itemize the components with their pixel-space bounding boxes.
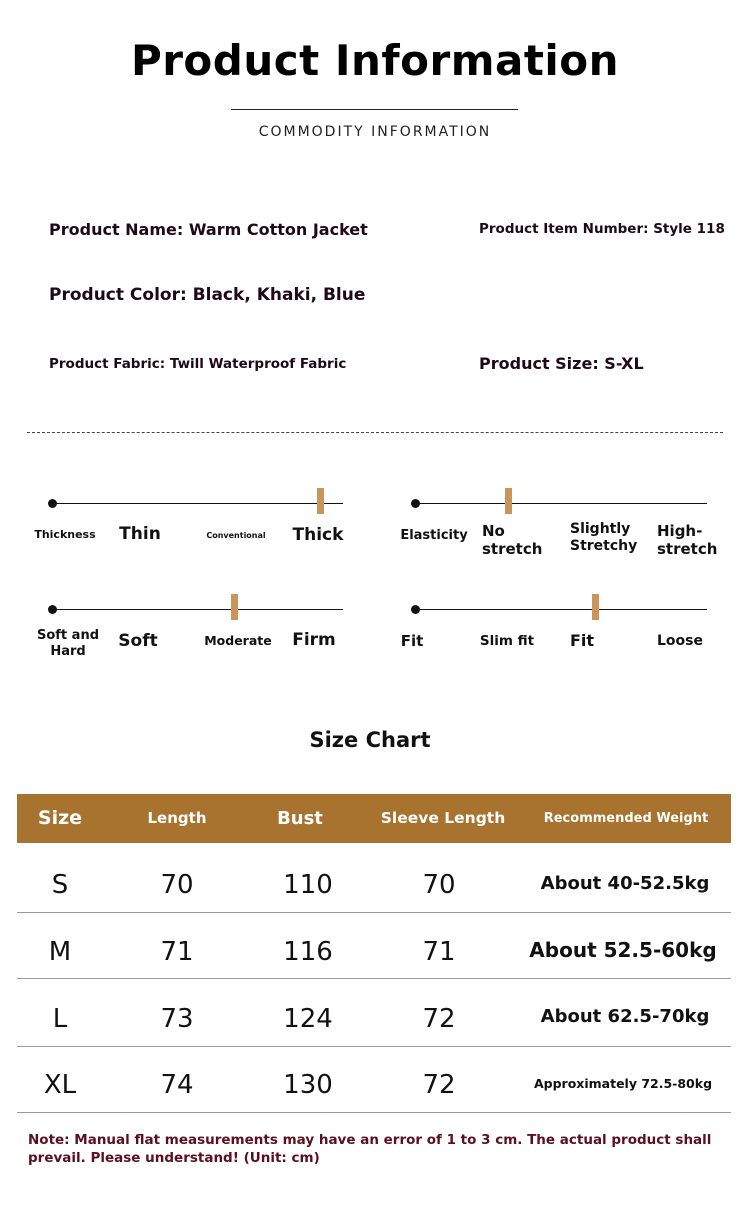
scale-option: Slightly Stretchy <box>570 521 638 554</box>
product-color: Product Color: Black, Khaki, Blue <box>49 285 366 305</box>
scale-label: Thickness <box>34 528 96 541</box>
cell-bust: 124 <box>283 1004 333 1034</box>
scale-option: Slim fit <box>479 633 535 649</box>
cell-bust: 110 <box>283 870 333 900</box>
section-divider <box>27 432 723 433</box>
scale-line <box>415 503 707 504</box>
scale-label: Soft and Hard <box>36 628 100 659</box>
cell-sleeve-length: 70 <box>422 870 456 900</box>
scale-option: Conventional <box>206 531 266 540</box>
size-table-header <box>17 794 731 843</box>
cell-size: S <box>51 870 69 900</box>
scale-marker <box>505 488 512 514</box>
cell-sleeve-length: 72 <box>422 1070 456 1100</box>
scale-option: Firm <box>292 630 336 650</box>
column-header-sleeve-length: Sleeve Length <box>380 809 506 827</box>
cell-size: L <box>52 1004 68 1034</box>
row-divider <box>17 912 731 913</box>
cell-recommended-weight: About 62.5-70kg <box>540 1006 710 1027</box>
scale-option: Loose <box>657 633 703 649</box>
cell-bust: 116 <box>283 937 333 967</box>
scale-marker <box>231 594 238 620</box>
scale-option: High- stretch <box>657 522 718 558</box>
cell-recommended-weight: About 52.5-60kg <box>529 938 717 962</box>
product-item-number: Product Item Number: Style 118 <box>479 221 725 237</box>
cell-length: 73 <box>160 1004 194 1034</box>
scale-line <box>52 503 343 504</box>
column-header-bust: Bust <box>277 808 323 829</box>
cell-length: 70 <box>160 870 194 900</box>
cell-recommended-weight: About 40-52.5kg <box>540 873 710 894</box>
cell-recommended-weight: Approximately 72.5-80kg <box>533 1076 713 1091</box>
row-divider <box>17 978 731 979</box>
row-divider <box>17 1112 731 1113</box>
scale-option: Thin <box>119 524 161 544</box>
scale-line <box>415 609 707 610</box>
cell-sleeve-length: 71 <box>422 937 456 967</box>
page-subtitle: COMMODITY INFORMATION <box>258 124 492 140</box>
scale-label: Elasticity <box>400 528 468 543</box>
scale-option: No stretch <box>482 522 543 558</box>
row-divider <box>17 1046 731 1047</box>
product-name: Product Name: Warm Cotton Jacket <box>49 220 368 239</box>
column-header-size: Size <box>37 807 83 829</box>
cell-size: XL <box>43 1070 77 1100</box>
scale-option: Moderate <box>204 633 272 648</box>
column-header-length: Length <box>147 809 207 827</box>
cell-sleeve-length: 72 <box>422 1004 456 1034</box>
scale-label: Fit <box>400 632 424 650</box>
size-chart-title: Size Chart <box>309 728 431 752</box>
product-size: Product Size: S-XL <box>479 354 644 373</box>
cell-length: 74 <box>160 1070 194 1100</box>
measurement-note: Note: Manual flat measurements may have an error of 1 to 3 cm. The actual product shall prevail. Please understand! (Unit: cm) <box>28 1132 712 1167</box>
cell-size: M <box>48 937 72 967</box>
scale-option: Soft <box>118 631 158 651</box>
page-title: Product Information <box>130 36 620 85</box>
scale-marker <box>317 488 324 514</box>
scale-line <box>52 609 343 610</box>
scale-option: Fit <box>569 631 595 650</box>
scale-marker <box>592 594 599 620</box>
product-fabric: Product Fabric: Twill Waterproof Fabric <box>49 356 347 372</box>
scale-option: Thick <box>292 525 344 545</box>
cell-length: 71 <box>160 937 194 967</box>
column-header-recommended-weight: Recommended Weight <box>543 811 709 826</box>
title-divider <box>231 109 518 110</box>
cell-bust: 130 <box>283 1070 333 1100</box>
